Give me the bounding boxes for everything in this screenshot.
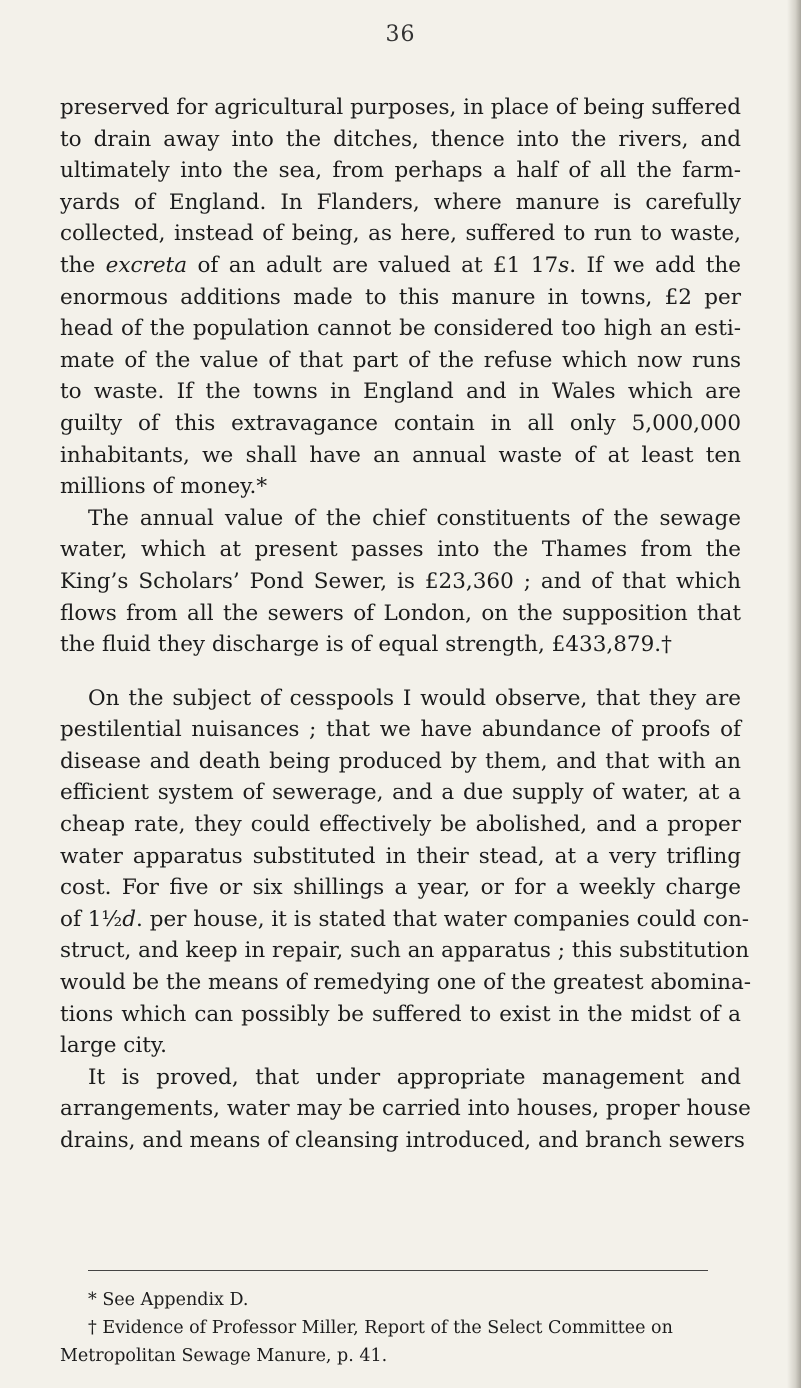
footnote-divider bbox=[88, 1270, 708, 1271]
text-line: head of the population cannot be considered too high an esti- bbox=[60, 316, 741, 342]
text-line: guilty of this extravagance contain in all only 5,000,000 bbox=[60, 410, 741, 436]
text-line: On the subject of cesspools I would observe, that they are bbox=[88, 685, 741, 711]
text-fragment: the bbox=[60, 252, 106, 278]
text-line: to waste. If the towns in England and in Wales which are bbox=[60, 379, 741, 405]
text-line bbox=[60, 250, 741, 282]
text-line: preserved for agricultural purposes, in place of being suffered bbox=[60, 95, 741, 120]
text-line: collected, instead of being, as here, suffered to run to waste, bbox=[60, 221, 741, 247]
text-line: millions of money.* bbox=[60, 474, 268, 500]
text-line: mate of the value of that part of the refuse which now runs bbox=[60, 347, 741, 373]
text-line: disease and death being produced by them, and that with an bbox=[60, 748, 741, 774]
text-line: yards of England. In Flanders, where manure is carefully bbox=[60, 189, 741, 215]
text-line: water, which at present passes into the Thames from the bbox=[60, 537, 741, 563]
paragraph-3 bbox=[60, 683, 752, 1062]
text-line: The annual value of the chief constituents of the sewage bbox=[88, 505, 741, 531]
footnote-2-continued: Metropolitan Sewage Manure, p. 41. bbox=[60, 1346, 388, 1366]
text-line: efficient system of sewerage, and a due supply of water, at a bbox=[60, 780, 741, 806]
italic-pence-abbrev: d bbox=[122, 906, 137, 932]
italic-shillings-abbrev: s bbox=[558, 252, 570, 278]
text-line: the fluid they discharge is of equal strength, £433,879.† bbox=[60, 632, 672, 658]
text-fragment: . If we add the bbox=[569, 252, 741, 278]
paragraph-1 bbox=[60, 92, 741, 503]
footnote-2: † Evidence of Professor Miller, Report of the Select Committee on bbox=[88, 1318, 673, 1338]
paragraph-4 bbox=[60, 1062, 751, 1157]
page-edge-shadow bbox=[787, 0, 801, 1388]
text-line: to drain away into the ditches, thence into the rivers, and bbox=[60, 126, 741, 152]
paragraph-2 bbox=[60, 503, 741, 661]
text-fragment: of 1½ bbox=[60, 906, 123, 932]
italic-term-excreta: excreta bbox=[105, 252, 188, 278]
text-line: ultimately into the sea, from perhaps a half of all the farm- bbox=[60, 158, 741, 184]
text-line: arrangements, water may be carried into houses, proper house bbox=[60, 1096, 751, 1122]
text-line: water apparatus substituted in their stead, at a very trifling bbox=[60, 843, 741, 869]
text-line: tions which can possibly be suffered to exist in the midst of a bbox=[60, 1001, 741, 1027]
text-line bbox=[60, 904, 750, 936]
page-number: 36 bbox=[385, 22, 416, 47]
text-line: It is proved, that under appropriate management and bbox=[88, 1064, 741, 1090]
text-line: enormous additions made to this manure in towns, £2 per bbox=[60, 284, 741, 310]
text-line: cost. For five or six shillings a year, or for a weekly charge bbox=[60, 875, 741, 901]
paragraph-gap bbox=[60, 661, 741, 683]
text-line: flows from all the sewers of London, on the supposition that bbox=[60, 600, 741, 626]
text-line: pestilential nuisances ; that we have abundance of proofs of bbox=[60, 717, 741, 743]
text-line: large city. bbox=[60, 1033, 167, 1059]
text-line: struct, and keep in repair, such an apparatus ; this substitution bbox=[60, 938, 750, 964]
text-line: drains, and means of cleansing introduced, and branch sewers bbox=[60, 1128, 745, 1153]
footnote-1: * See Appendix D. bbox=[88, 1290, 249, 1310]
footnotes bbox=[60, 1286, 760, 1370]
text-line: King’s Scholars’ Pond Sewer, is £23,360 ; and of that which bbox=[60, 568, 741, 594]
text-line: cheap rate, they could effectively be abolished, and a proper bbox=[60, 812, 741, 838]
body-text bbox=[60, 92, 752, 1157]
text-line: inhabitants, we shall have an annual waste of at least ten bbox=[60, 442, 741, 468]
text-fragment: of an adult are valued at £1 17 bbox=[187, 252, 559, 278]
text-line: would be the means of remedying one of the greatest abomina- bbox=[60, 970, 752, 996]
text-fragment: . per house, it is stated that water companies could con- bbox=[136, 906, 750, 932]
